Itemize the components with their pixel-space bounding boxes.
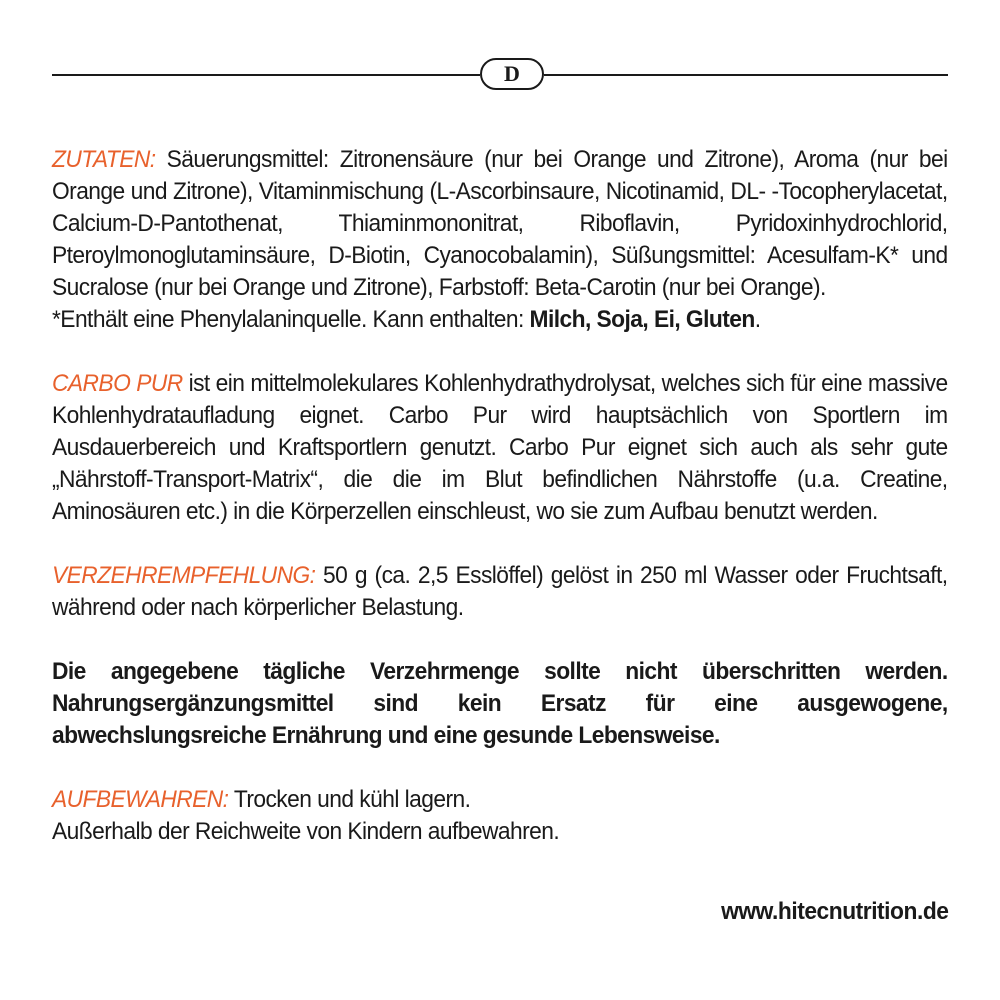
spacer	[52, 752, 948, 784]
spacer	[52, 336, 948, 368]
ingredients-text: Säuerungsmittel: Zitronensäure (nur bei Orange und Zitrone), Aroma (nur bei Orange und Zitrone), Vitaminmischung (L-Ascorbinsaure, Nicotinamid, DL- -Tocopherylacetat, Calcium-D-Pantothenat, Thiaminmononitrat, Riboflavin, Pyridoxinhydrochlorid, Pteroylmonoglutaminsäure, D-Biotin, Cyanocobalamin), Süßungsmittel: Acesulfam-K* und Sucralose (nur bei Orange und Zitrone), Farbstoff: Beta-Carotin (nur bei Orange).	[52, 146, 948, 301]
storage-text: Trocken und kühl lagern.	[233, 786, 471, 813]
allergen-list: Milch, Soja, Ei, Gluten	[529, 306, 755, 333]
allergen-note	[52, 304, 948, 336]
storage-paragraph	[52, 784, 948, 816]
header-rule-right	[544, 74, 948, 76]
language-badge	[480, 58, 544, 90]
children-note: Außerhalb der Reichweite von Kindern aufbewahren.	[52, 818, 560, 845]
allergen-note-end: .	[754, 306, 761, 333]
header-rule-left	[52, 74, 480, 76]
website-link[interactable]: www.hitecnutrition.de	[720, 898, 948, 925]
product-name-label: CARBO PUR	[52, 370, 183, 397]
ingredients-paragraph	[52, 144, 948, 304]
label-text-body	[52, 144, 948, 848]
description-text: ist ein mittelmolekulares Kohlenhydrathydrolysat, welches sich für eine massive Kohlenhydrataufladung eignet. Carbo Pur wird hauptsächlich von Sportlern im Ausdauerbereich und Kraftsportlern genutzt. Carbo Pur eignet sich auch als sehr gute „Nährstoff-Transport-Matrix“, die die im Blut befindlichen Nährstoffe (u.a. Creatine, Aminosäuren etc.) in die Körperzellen einschleust, wo sie zum Aufbau benutzt werden.	[52, 370, 948, 525]
recommendation-text: 50 g (ca. 2,5 Esslöffel) gelöst in 250 ml Wasser oder Fruchtsaft, während oder nach körperlicher Belastung.	[52, 562, 948, 621]
allergen-note-text: *Enthält eine Phenylalaninquelle. Kann enthalten:	[52, 306, 530, 333]
storage-label: AUFBEWAHREN:	[52, 786, 229, 813]
ingredients-label: ZUTATEN:	[52, 146, 156, 173]
recommendation-paragraph	[52, 560, 948, 624]
spacer	[52, 528, 948, 560]
language-code: D	[504, 61, 520, 86]
description-paragraph	[52, 368, 948, 528]
warning-paragraph: Die angegebene tägliche Verzehrmenge sollte nicht überschritten werden. Nahrungsergänzungsmittel sind kein Ersatz für eine ausgewogene, abwechslungsreiche Ernährung und eine gesunde Lebensweise.	[52, 658, 948, 749]
spacer	[52, 624, 948, 656]
recommendation-label: VERZEHREMPFEHLUNG:	[52, 562, 316, 589]
